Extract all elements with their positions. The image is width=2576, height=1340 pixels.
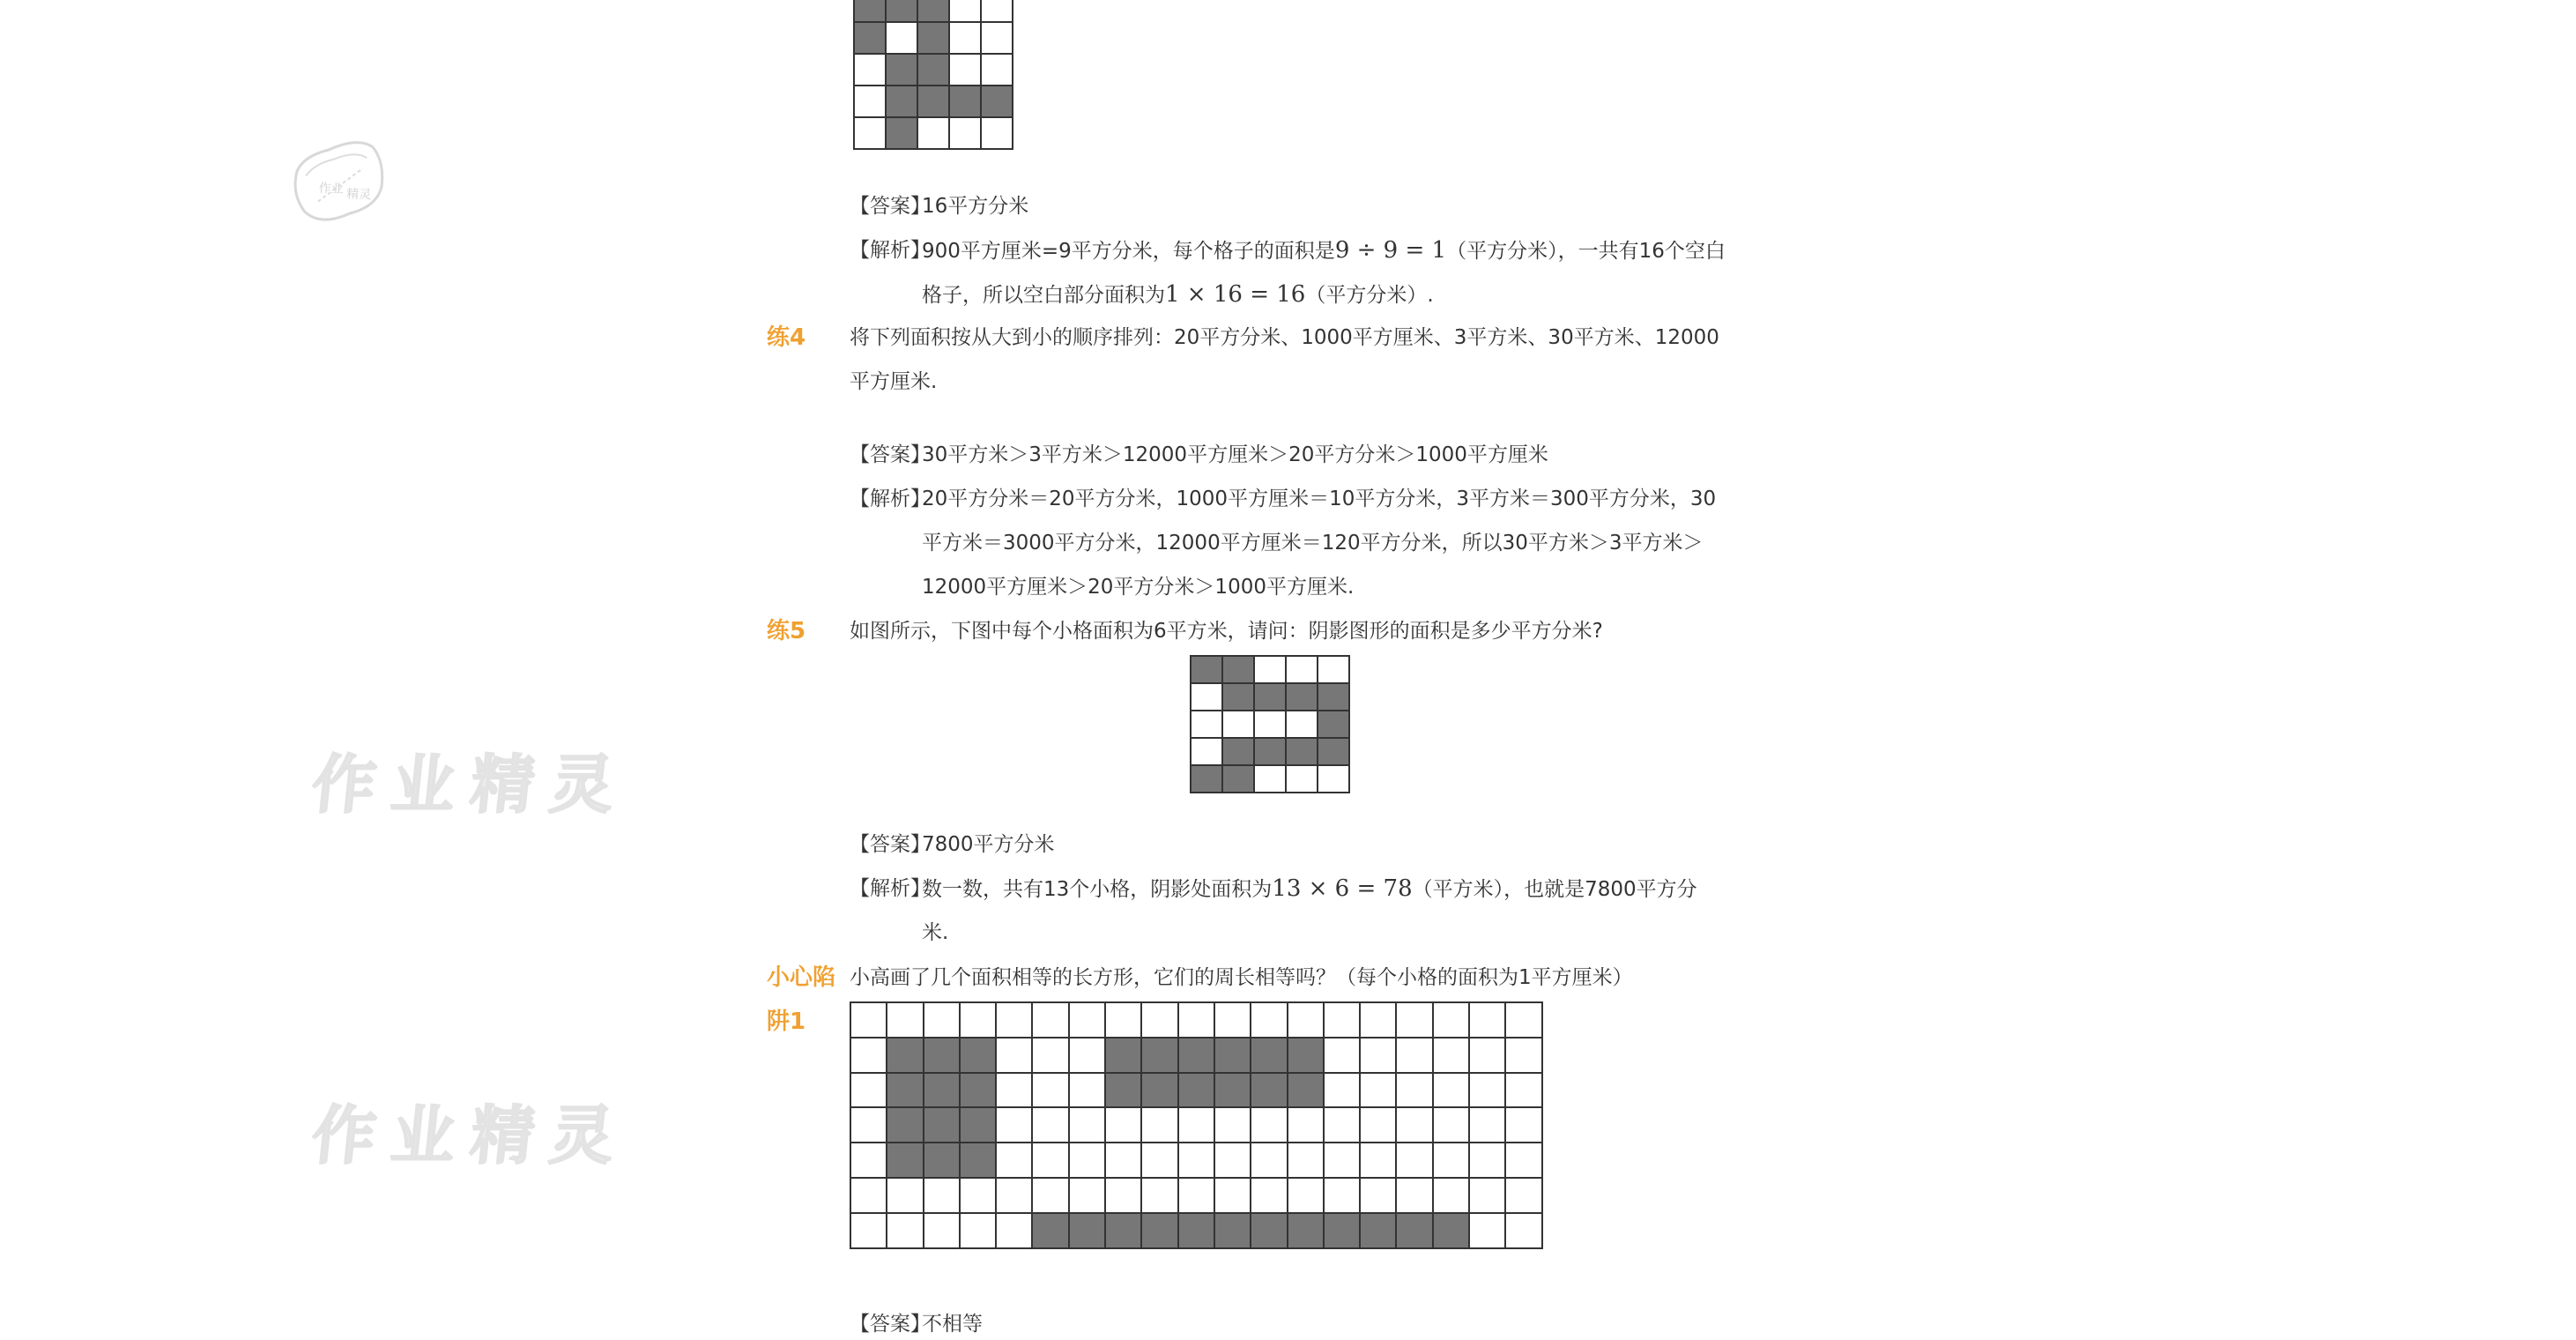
grid-cell <box>1506 1108 1542 1143</box>
grid-cell <box>1318 657 1350 684</box>
answer-text: 不相等 <box>922 1313 983 1336</box>
exercise-label: 练4 <box>767 324 806 351</box>
grid-cell-shaded <box>1179 1214 1215 1249</box>
grid-cell <box>1142 1108 1178 1143</box>
grid-cell <box>1397 1108 1433 1143</box>
grid-cell <box>1255 657 1287 684</box>
grid-cell <box>1191 684 1223 711</box>
grid-cell <box>1070 1038 1106 1074</box>
grid-cell <box>1288 1003 1325 1038</box>
grid-cell-shaded <box>1318 739 1350 766</box>
grid-cell-shaded <box>855 23 887 55</box>
analysis-text: （平方分米），一共有16个空白 <box>1446 240 1726 263</box>
grid-cell-shaded <box>887 1143 924 1179</box>
grid-cell <box>1361 1179 1397 1214</box>
grid-cell-shaded <box>887 1038 924 1074</box>
grid-cell <box>982 0 1013 23</box>
grid-cell-shaded <box>887 118 918 150</box>
grid-cell <box>1251 1143 1288 1179</box>
grid-cell <box>1179 1108 1215 1143</box>
analysis-text: （平方分米）. <box>1305 284 1434 307</box>
grid-cell <box>1070 1179 1106 1214</box>
exercise-label: 练5 <box>767 618 806 644</box>
grid-cell-shaded <box>887 1108 924 1143</box>
grid-cell <box>1033 1038 1069 1074</box>
grid-cell <box>1287 711 1318 739</box>
grid-cell <box>1142 1143 1178 1179</box>
grid-cell <box>997 1108 1033 1143</box>
grid-figure-top <box>853 0 1013 150</box>
grid-cell <box>1361 1038 1397 1074</box>
grid-cell <box>1033 1003 1069 1038</box>
grid-cell <box>1215 1108 1251 1143</box>
grid-cell <box>961 1179 997 1214</box>
grid-cell <box>1470 1108 1506 1143</box>
watermark-text: 作业精灵 <box>308 1098 634 1172</box>
grid-cell-shaded <box>1191 657 1223 684</box>
grid-cell <box>1179 1003 1215 1038</box>
grid-cell <box>1325 1108 1361 1143</box>
grid-cell <box>918 118 950 150</box>
grid-cell <box>950 55 982 86</box>
answer-text: 30平方米＞3平方米＞12000平方厘米＞20平方分米＞1000平方厘米 <box>922 443 1548 466</box>
svg-text:作业: 作业 <box>318 181 344 197</box>
grid-cell <box>997 1074 1033 1109</box>
grid-cell <box>1506 1038 1542 1074</box>
grid-cell-shaded <box>1255 739 1287 766</box>
grid-cell-shaded <box>1142 1214 1178 1249</box>
grid-cell <box>1106 1003 1142 1038</box>
analysis-text: 平方米＝3000平方分米，12000平方厘米＝120平方分米，所以30平方米＞3平方米＞ <box>922 532 1704 555</box>
grid-cell <box>1033 1108 1069 1143</box>
grid-cell <box>1361 1108 1397 1143</box>
grid-cell <box>1470 1143 1506 1179</box>
grid-cell-shaded <box>1179 1038 1215 1074</box>
analysis-tag: 【解析】 <box>850 488 931 510</box>
answer-text: 16平方分米 <box>922 195 1029 218</box>
grid-cell <box>1318 766 1350 793</box>
grid-cell <box>924 1003 961 1038</box>
grid-cell <box>1361 1003 1397 1038</box>
grid-cell-shaded <box>924 1074 961 1109</box>
analysis-text: 格子，所以空白部分面积为 <box>922 284 1165 307</box>
analysis-text: 12000平方厘米＞20平方分米＞1000平方厘米. <box>922 576 1355 599</box>
grid-cell <box>961 1214 997 1249</box>
analysis-tag: 【解析】 <box>850 877 931 900</box>
analysis-tag: 【解析】 <box>850 239 931 262</box>
grid-cell <box>950 0 982 23</box>
grid-cell-shaded <box>1434 1214 1470 1249</box>
grid-cell <box>1215 1179 1251 1214</box>
grid-cell <box>1397 1179 1433 1214</box>
answer-tag: 【答案】 <box>850 833 931 856</box>
grid-cell <box>1251 1003 1288 1038</box>
grid-cell <box>1033 1179 1069 1214</box>
analysis-text: 900平方厘米=9平方分米，每个格子的面积是 <box>922 240 1335 263</box>
grid-cell <box>851 1074 887 1109</box>
grid-cell-shaded <box>1215 1074 1251 1109</box>
math-expression: 1 × 16 = 16 <box>1165 281 1306 308</box>
question-text: 将下列面积按从大到小的顺序排列：20平方分米、1000平方厘米、3平方米、30平方米、12000 <box>850 326 1719 349</box>
grid-cell <box>1223 711 1255 739</box>
grid-cell <box>1470 1074 1506 1109</box>
grid-cell <box>1215 1143 1251 1179</box>
question-text: 小高画了几个面积相等的长方形，它们的周长相等吗？（每个小格的面积为1平方厘米） <box>850 966 1633 989</box>
grid-cell <box>1434 1003 1470 1038</box>
grid-cell-shaded <box>1191 766 1223 793</box>
grid-cell <box>1287 657 1318 684</box>
grid-cell-shaded <box>887 55 918 86</box>
question-text: 平方厘米. <box>850 370 938 393</box>
grid-cell-shaded <box>1106 1038 1142 1074</box>
grid-cell <box>887 23 918 55</box>
math-expression: 13 × 6 = 78 <box>1272 875 1413 902</box>
grid-cell <box>997 1214 1033 1249</box>
grid-cell <box>1251 1108 1288 1143</box>
grid-cell <box>1179 1179 1215 1214</box>
grid-cell-shaded <box>982 86 1013 118</box>
grid-cell-shaded <box>1325 1214 1361 1249</box>
grid-cell <box>1434 1038 1470 1074</box>
grid-cell <box>1106 1108 1142 1143</box>
grid-cell <box>1215 1003 1251 1038</box>
grid-cell <box>887 1214 924 1249</box>
grid-cell <box>924 1179 961 1214</box>
grid-cell-shaded <box>950 86 982 118</box>
grid-cell-shaded <box>1251 1038 1288 1074</box>
grid-cell <box>1397 1038 1433 1074</box>
grid-cell-shaded <box>918 55 950 86</box>
grid-cell <box>1506 1003 1542 1038</box>
analysis-line <box>922 281 1434 309</box>
grid-cell <box>1106 1143 1142 1179</box>
grid-cell <box>1142 1179 1178 1214</box>
grid-cell <box>1361 1143 1397 1179</box>
grid-cell-shaded <box>918 23 950 55</box>
grid-cell <box>950 118 982 150</box>
grid-cell <box>1325 1003 1361 1038</box>
grid-cell <box>851 1143 887 1179</box>
grid-cell-shaded <box>1106 1214 1142 1249</box>
grid-cell <box>1397 1143 1433 1179</box>
grid-cell <box>1070 1074 1106 1109</box>
question-text: 如图所示，下图中每个小格面积为6平方米，请问：阴影图形的面积是多少平方分米? <box>850 620 1603 643</box>
grid-cell <box>1325 1179 1361 1214</box>
grid-cell-shaded <box>1223 657 1255 684</box>
analysis-text: （平方米），也就是7800平方分 <box>1412 878 1697 901</box>
grid-cell <box>1070 1003 1106 1038</box>
grid-cell <box>1506 1179 1542 1214</box>
grid-cell <box>1361 1074 1397 1109</box>
grid-cell-shaded <box>1215 1214 1251 1249</box>
answer-tag: 【答案】 <box>850 195 931 218</box>
grid-cell <box>1033 1143 1069 1179</box>
grid-cell <box>1470 1179 1506 1214</box>
grid-cell <box>1288 1143 1325 1179</box>
grid-cell-shaded <box>1179 1074 1215 1109</box>
grid-cell-shaded <box>1106 1074 1142 1109</box>
grid-cell-shaded <box>924 1038 961 1074</box>
grid-cell-shaded <box>1142 1074 1178 1109</box>
grid-cell <box>1191 711 1223 739</box>
grid-cell-shaded <box>855 0 887 23</box>
grid-cell-shaded <box>1142 1038 1178 1074</box>
grid-cell-shaded <box>918 0 950 23</box>
grid-figure-ex5 <box>1190 655 1350 793</box>
grid-cell-shaded <box>1397 1214 1433 1249</box>
grid-cell <box>1251 1179 1288 1214</box>
grid-cell <box>1033 1074 1069 1109</box>
grid-cell-shaded <box>924 1108 961 1143</box>
watermark-seal-icon <box>277 127 403 237</box>
grid-cell-shaded <box>1070 1214 1106 1249</box>
grid-cell <box>1506 1074 1542 1109</box>
grid-cell <box>924 1214 961 1249</box>
analysis-line <box>922 237 1726 264</box>
exercise-label: 阱1 <box>767 1009 806 1035</box>
analysis-line <box>922 875 1697 903</box>
svg-text:精灵: 精灵 <box>345 187 372 203</box>
grid-cell <box>982 55 1013 86</box>
grid-cell-shaded <box>1223 684 1255 711</box>
grid-cell <box>887 1003 924 1038</box>
grid-cell <box>851 1214 887 1249</box>
grid-cell-shaded <box>1288 1214 1325 1249</box>
grid-cell-shaded <box>1223 739 1255 766</box>
grid-cell-shaded <box>924 1143 961 1179</box>
grid-cell <box>950 23 982 55</box>
analysis-text: 米. <box>922 921 949 944</box>
grid-cell-shaded <box>1287 739 1318 766</box>
grid-cell-shaded <box>1215 1038 1251 1074</box>
grid-cell <box>851 1038 887 1074</box>
grid-cell <box>1070 1108 1106 1143</box>
grid-cell-shaded <box>887 0 918 23</box>
grid-cell <box>1287 766 1318 793</box>
grid-cell <box>1325 1074 1361 1109</box>
grid-cell <box>1434 1143 1470 1179</box>
grid-cell <box>1397 1074 1433 1109</box>
grid-cell <box>1191 739 1223 766</box>
grid-cell <box>1142 1003 1178 1038</box>
grid-cell <box>1434 1108 1470 1143</box>
grid-cell <box>851 1108 887 1143</box>
grid-cell-shaded <box>1288 1074 1325 1109</box>
grid-cell <box>997 1179 1033 1214</box>
grid-cell-shaded <box>1251 1214 1288 1249</box>
grid-cell-shaded <box>1287 684 1318 711</box>
analysis-text: 数一数，共有13个小格，阴影处面积为 <box>922 878 1273 901</box>
grid-cell <box>1397 1003 1433 1038</box>
grid-cell-shaded <box>1318 711 1350 739</box>
grid-cell-shaded <box>918 86 950 118</box>
grid-cell <box>1325 1038 1361 1074</box>
grid-figure-trap <box>850 1001 1543 1249</box>
grid-cell <box>1470 1003 1506 1038</box>
grid-cell <box>1255 766 1287 793</box>
grid-cell <box>887 1179 924 1214</box>
grid-cell-shaded <box>961 1074 997 1109</box>
grid-cell-shaded <box>1223 766 1255 793</box>
grid-cell-shaded <box>1255 684 1287 711</box>
grid-cell-shaded <box>961 1108 997 1143</box>
grid-cell <box>1070 1143 1106 1179</box>
grid-cell-shaded <box>1288 1038 1325 1074</box>
answer-tag: 【答案】 <box>850 443 931 466</box>
analysis-text: 20平方分米＝20平方分米，1000平方厘米＝10平方分米，3平方米＝300平方分米，30 <box>922 488 1717 510</box>
grid-cell <box>997 1143 1033 1179</box>
grid-cell <box>1288 1179 1325 1214</box>
grid-cell <box>1179 1143 1215 1179</box>
grid-cell <box>1325 1143 1361 1179</box>
math-expression: 9 ÷ 9 = 1 <box>1334 237 1447 264</box>
grid-cell <box>1506 1143 1542 1179</box>
grid-cell <box>982 23 1013 55</box>
grid-cell-shaded <box>1251 1074 1288 1109</box>
watermark-text: 作业精灵 <box>308 748 634 822</box>
grid-cell <box>1434 1179 1470 1214</box>
grid-cell <box>997 1003 1033 1038</box>
grid-cell-shaded <box>961 1038 997 1074</box>
grid-cell <box>851 1179 887 1214</box>
grid-cell <box>1288 1108 1325 1143</box>
grid-cell <box>1255 711 1287 739</box>
grid-cell <box>1470 1214 1506 1249</box>
grid-cell <box>855 118 887 150</box>
grid-cell-shaded <box>887 86 918 118</box>
grid-cell-shaded <box>1033 1214 1069 1249</box>
grid-cell <box>855 55 887 86</box>
grid-cell <box>982 118 1013 150</box>
answer-tag: 【答案】 <box>850 1313 931 1336</box>
grid-cell <box>851 1003 887 1038</box>
grid-cell <box>961 1003 997 1038</box>
grid-cell-shaded <box>1318 684 1350 711</box>
answer-text: 7800平方分米 <box>922 833 1055 856</box>
grid-cell-shaded <box>1361 1214 1397 1249</box>
grid-cell-shaded <box>961 1143 997 1179</box>
grid-cell-shaded <box>887 1074 924 1109</box>
grid-cell <box>1434 1074 1470 1109</box>
grid-cell <box>1506 1214 1542 1249</box>
grid-cell <box>855 86 887 118</box>
grid-cell <box>1470 1038 1506 1074</box>
grid-cell <box>1106 1179 1142 1214</box>
exercise-label: 小心陷 <box>767 964 836 991</box>
grid-cell <box>997 1038 1033 1074</box>
